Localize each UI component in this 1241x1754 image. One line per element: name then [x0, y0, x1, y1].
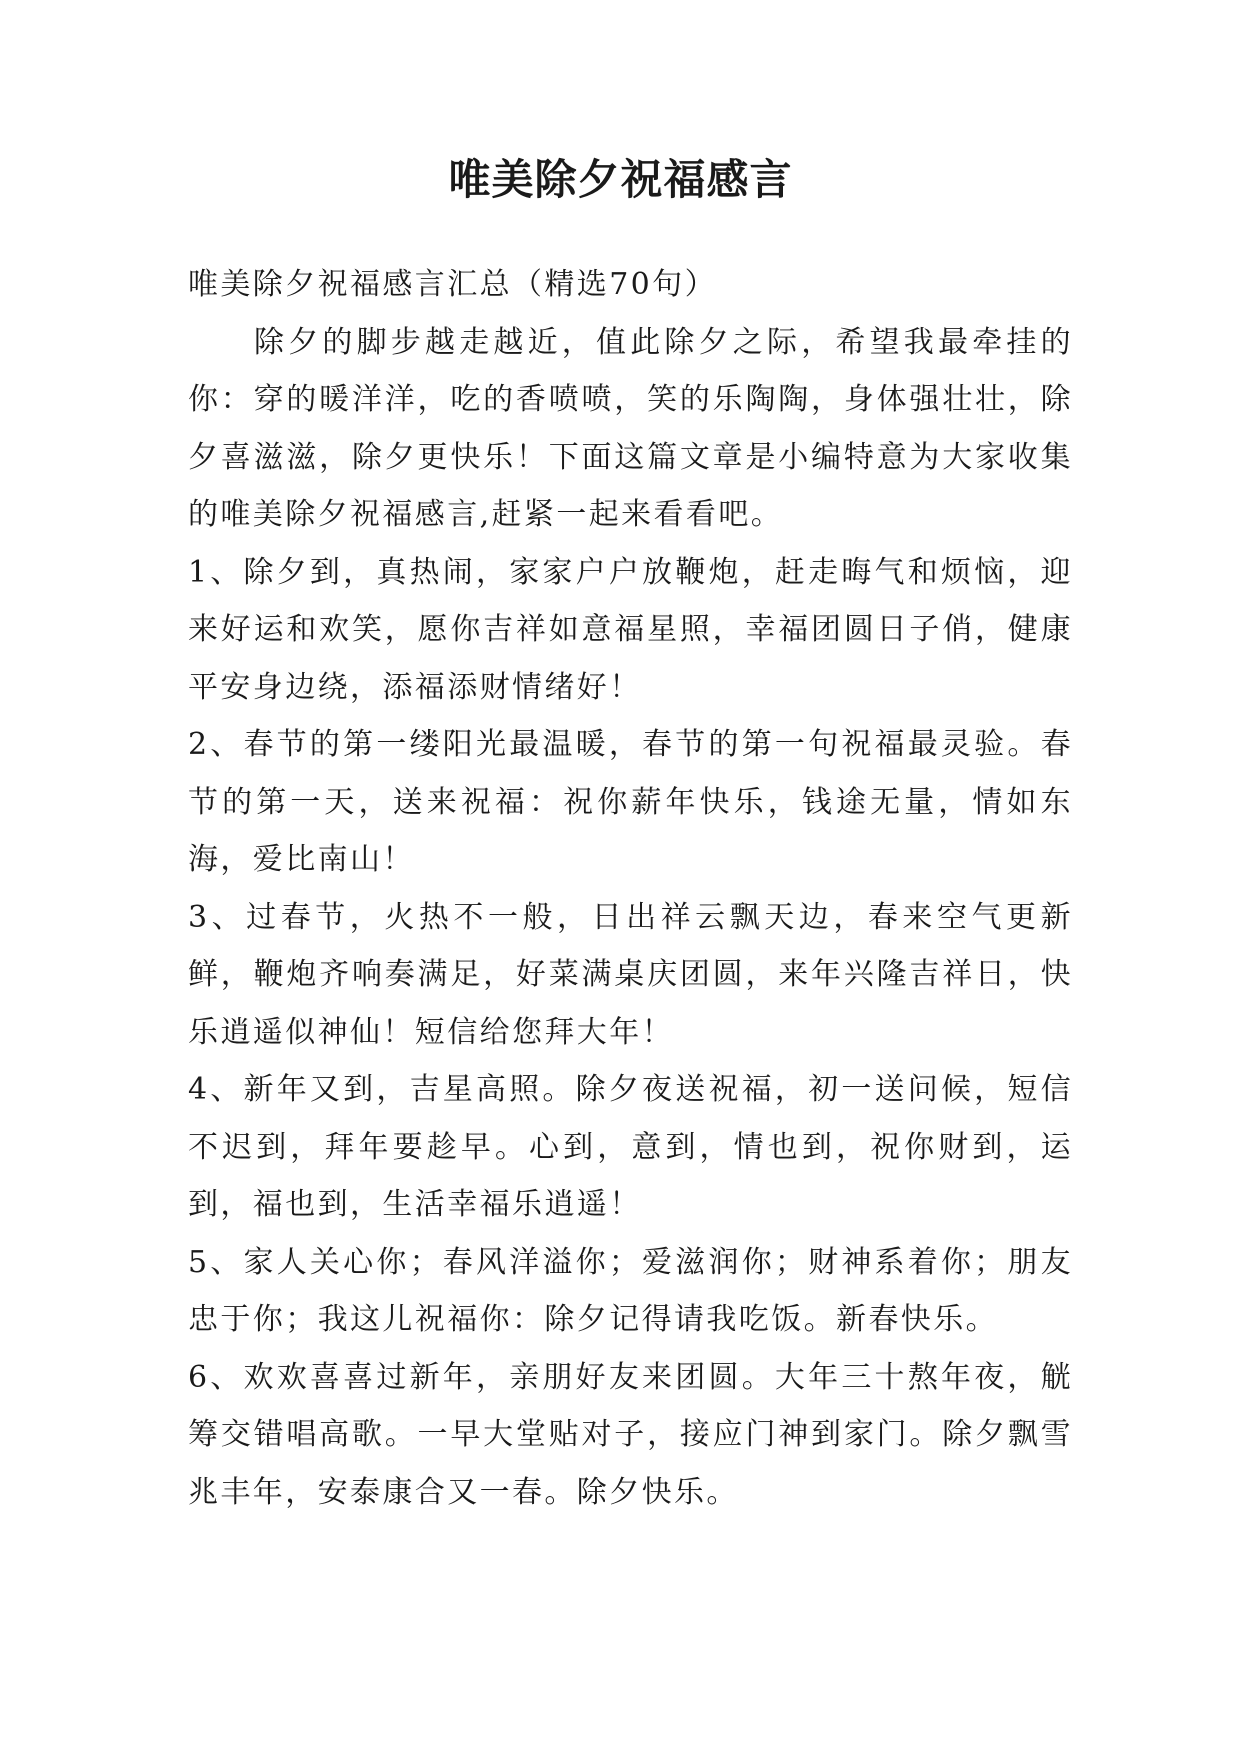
blessing-item-1: 1、除夕到，真热闹，家家户户放鞭炮，赶走晦气和烦恼，迎来好运和欢笑，愿你吉祥如意福星照，幸福团圆日子俏，健康平安身边绕，添福添财情绪好！ — [188, 554, 1073, 705]
intro-paragraph: 除夕的脚步越走越近，值此除夕之际，希望我最牵挂的你：穿的暖洋洋，吃的香喷喷，笑的乐陶陶，身体强壮壮，除夕喜滋滋，除夕更快乐！下面这篇文章是小编特意为大家收集的唯美除夕祝福感言,赶紧一起来看看吧。 — [188, 324, 1073, 532]
blessing-item-2: 2、春节的第一缕阳光最温暖，春节的第一句祝福最灵验。春节的第一天，送来祝福：祝你薪年快乐，钱途无量，情如东海，爱比南山！ — [188, 727, 1073, 877]
document-subtitle: 唯美除夕祝福感言汇总（精选70句） — [188, 267, 717, 302]
document-body — [188, 256, 1073, 1521]
blessing-item-5: 5、家人关心你；春风洋溢你；爱滋润你；财神系着你；朋友忠于你；我这儿祝福你：除夕记得请我吃饭。新春快乐。 — [188, 1244, 1073, 1337]
document-title: 唯美除夕祝福感言 — [448, 155, 793, 204]
blessing-item-6: 6、欢欢喜喜过新年，亲朋好友来团圆。大年三十熬年夜，觥筹交错唱高歌。一早大堂贴对子，接应门神到家门。除夕飘雪兆丰年，安泰康合又一春。除夕快乐。 — [188, 1359, 1073, 1510]
blessing-item-3: 3、过春节，火热不一般，日出祥云飘天边，春来空气更新鲜，鞭炮齐响奏满足，好菜满桌庆团圆，来年兴隆吉祥日，快乐逍遥似神仙！短信给您拜大年！ — [188, 899, 1073, 1050]
blessing-item-4: 4、新年又到，吉星高照。除夕夜送祝福，初一送问候，短信不迟到，拜年要趁早。心到，意到，情也到，祝你财到，运到，福也到，生活幸福乐逍遥！ — [188, 1072, 1073, 1222]
